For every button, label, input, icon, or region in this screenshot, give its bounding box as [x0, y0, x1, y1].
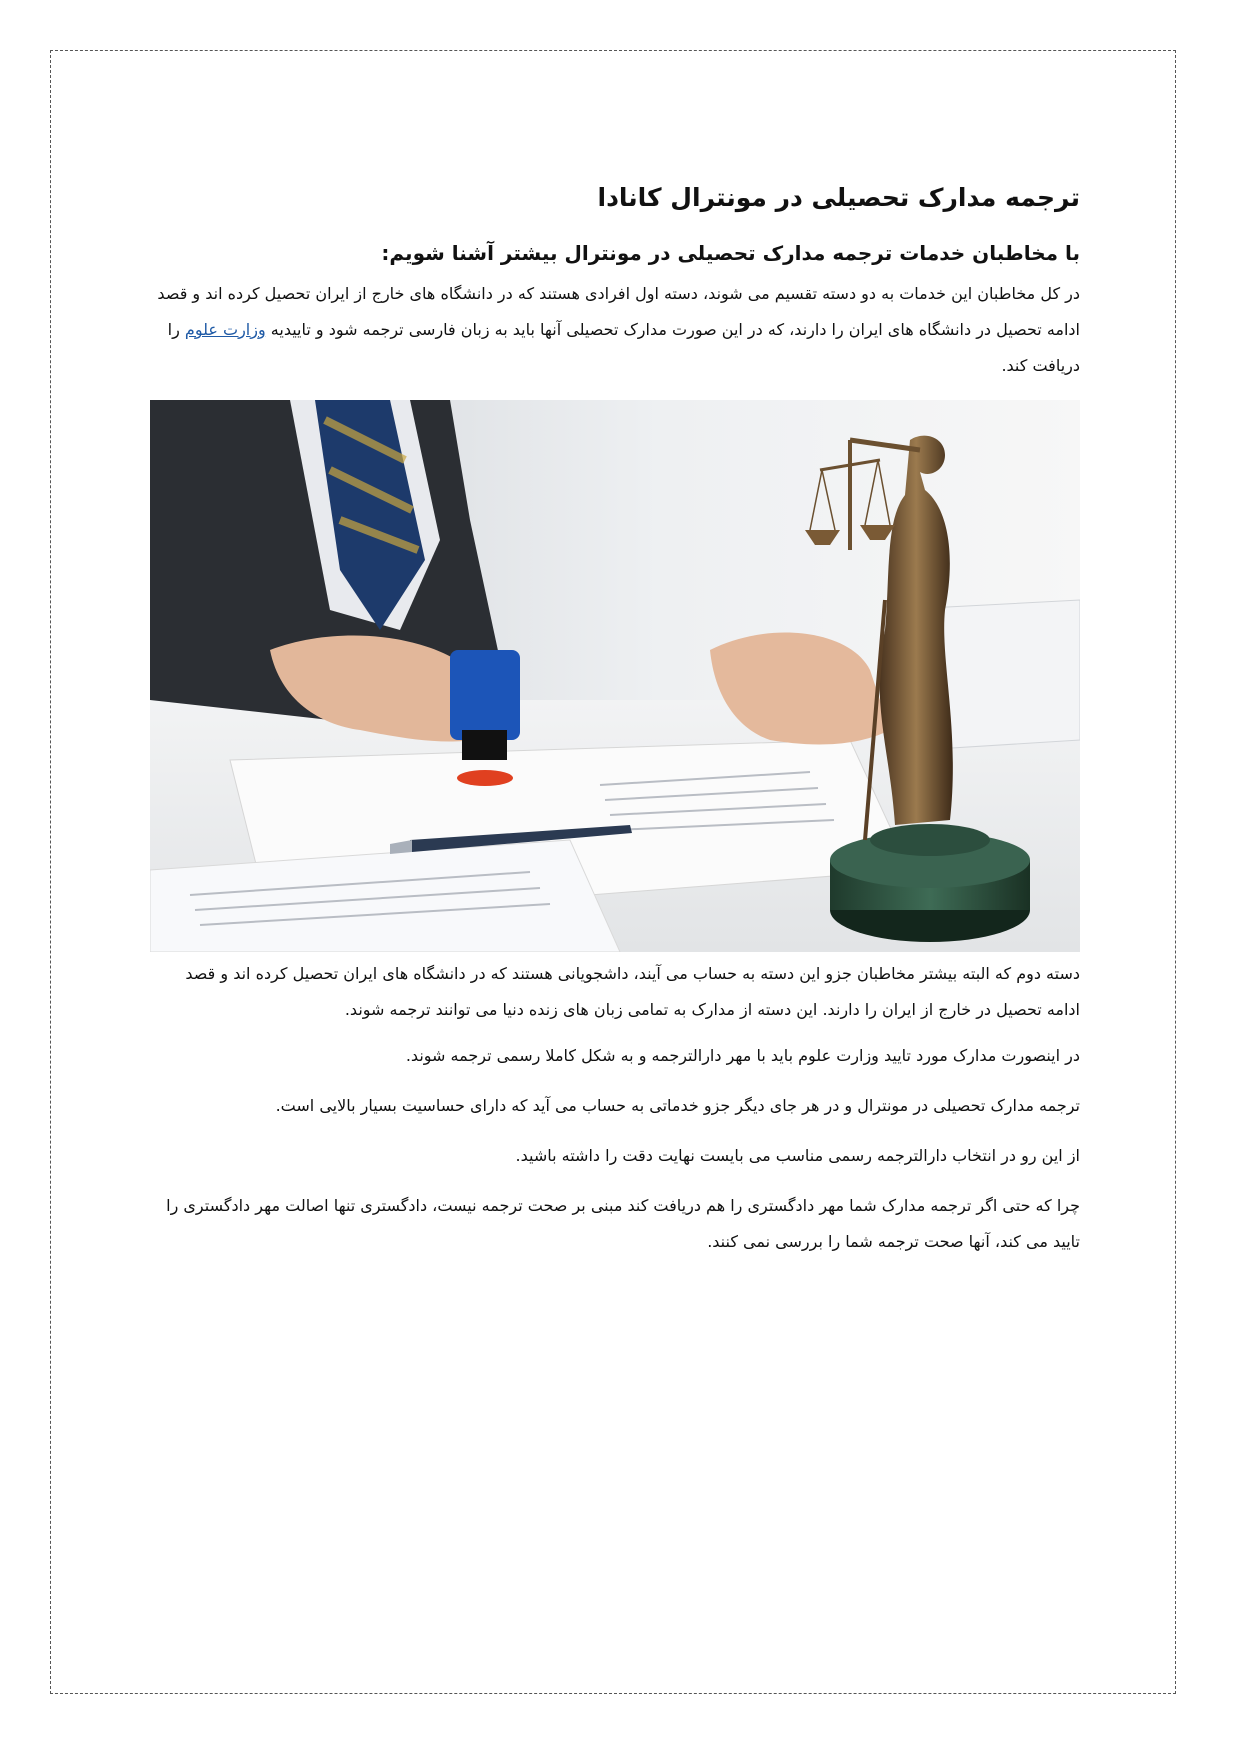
paragraph-second-group: دسته دوم که البته بیشتر مخاطبان جزو این دسته به حساب می آیند، داشجویانی هستند که در دانشگاه های ایران تحصیل کرده اند و قصد ادامه تحصیل در خارج از ایران را دارند. این دسته از مدارک به تمامی زبان های زنده دنیا می توانند ترجمه شوند.: [185, 964, 1080, 1019]
page-title: ترجمه مدارک تحصیلی در مونترال کانادا: [597, 183, 1080, 212]
intro-text-before-link: در کل مخاطبان این خدمات به دو دسته تقسیم می شوند، دسته اول افرادی هستند که در دانشگاه های خارج از ایران تحصیل کرده اند و قصد ادامه تحصیل در دانشگاه های ایران را دارند، که در این صورت مدارک تحصیلی آنها باید به زبان فارسی ترجمه شود و تاییدیه: [157, 284, 1080, 339]
paragraph-sensitivity: ترجمه مدارک تحصیلی در مونترال و در هر جای دیگر جزو خدماتی به حساب می آید که دارای حساسیت بسیار بالایی است.: [275, 1096, 1080, 1115]
paragraph-choose-translator: از این رو در انتخاب دارالترجمه رسمی مناسب می بایست نهایت دقت را داشته باشید.: [515, 1146, 1080, 1165]
paragraph-justice-stamp: چرا که حتی اگر ترجمه مدارک شما مهر دادگستری را هم دریافت کند مبنی بر صحت ترجمه نیست، دادگستری تنها اصالت مهر دادگستری را تایید می کند، آنها صحت ترجمه شما را بررسی نمی کنند.: [166, 1196, 1080, 1251]
ministry-of-science-link[interactable]: وزارت علوم: [184, 320, 266, 339]
document-body: [150, 180, 1080, 1274]
lawyer-stamp-photo: [150, 400, 1080, 952]
paragraph-ministry-approval: در اینصورت مدارک مورد تایید وزارت علوم باید با مهر دارالترجمه و به شکل کاملا رسمی ترجمه شوند.: [405, 1046, 1080, 1065]
intro-paragraph: [150, 276, 1080, 384]
intro-text-after-link: را دریافت کند.: [167, 320, 1080, 375]
section-subtitle: با مخاطبان خدمات ترجمه مدارک تحصیلی در مونترال بیشتر آشنا شویم:: [381, 241, 1080, 265]
